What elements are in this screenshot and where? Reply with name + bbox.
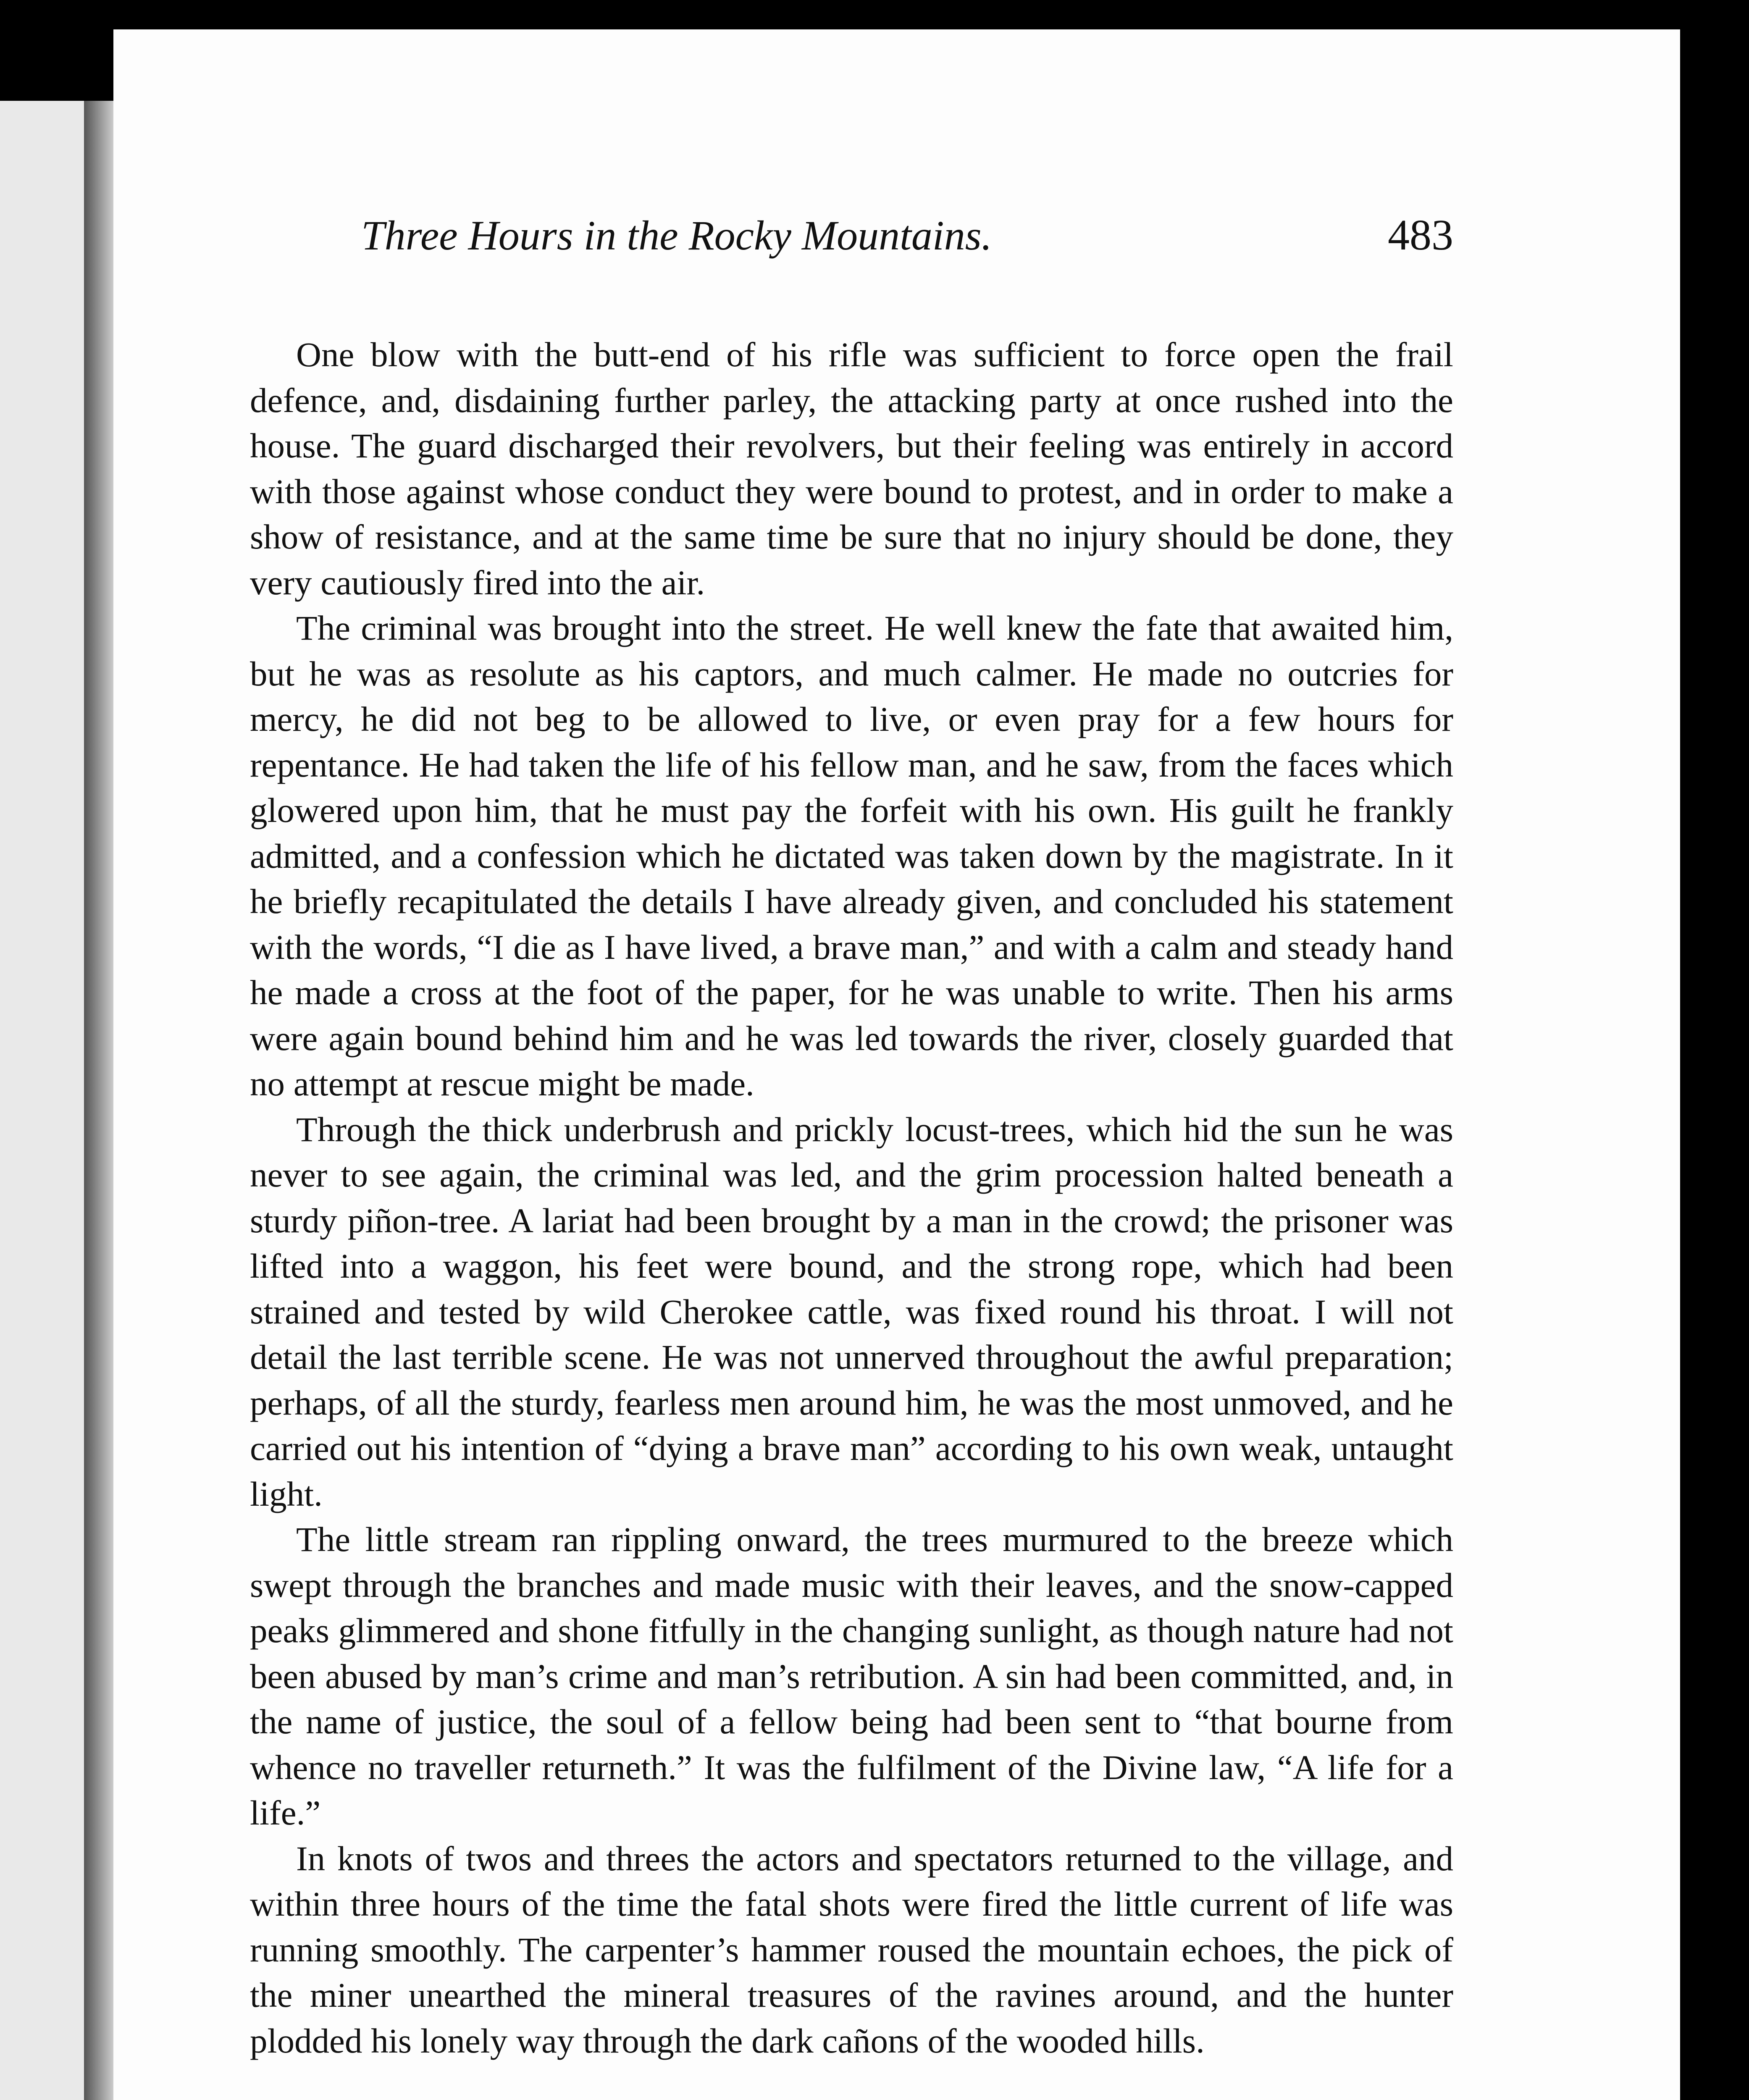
page-header	[361, 210, 1453, 294]
paragraph-4: The little stream ran rippling onward, the trees murmured to the breeze which swept through the branches and made music with their leaves, and the snow-capped peaks glimmered and shone fitfully in the changing sunlight, as though nature had not been abused by man’s crime and man’s retribution. A sin had been committed, and, in the name of justice, the soul of a fellow being had been sent to “that bourne from whence no traveller returneth.” It was the fulfilment of the Divine law, “A life for a life.”	[250, 1520, 1453, 1832]
paragraph-2: The criminal was brought into the street. He well knew the fate that awaited him, but he was as resolute as his captors, and much calmer. He made no outcries for mercy, he did not beg to be allowed to live, or even pray for a few hours for repentance. He had taken the life of his fellow man, and he saw, from the faces which glowered upon him, that he must pay the forfeit with his own. His guilt he frankly admitted, and a confession which he dictated was taken down by the magistrate. In it he briefly recapitulated the details I have already given, and concluded his statement with the words, “I die as I have lived, a brave man,” and with a calm and steady hand he made a cross at the foot of the paper, for he was unable to write. Then his arms were again bound behind him and he was led towards the river, closely guarded that no attempt at rescue might be made.	[250, 609, 1453, 1103]
page-number: 483	[1388, 211, 1453, 259]
paragraph-3: Through the thick underbrush and prickly locust-trees, which hid the sun he was never to see again, the criminal was led, and the grim procession halted beneath a sturdy piñon-tree. A lariat had been brought by a man in the crowd; the prisoner was lifted into a waggon, his feet were bound, and the strong rope, which had been strained and tested by wild Cherokee cattle, was fixed round his throat. I will not detail the last terrible scene. He was not unnerved throughout the awful preparation; perhaps, of all the sturdy, fearless men around him, he was the most unmoved, and he carried out his intention of “dying a brave man” according to his own weak, untaught light.	[250, 1110, 1453, 1513]
running-title: Three Hours in the Rocky Mountains.	[361, 212, 992, 259]
facing-page-edge	[0, 101, 84, 2100]
paragraph-5: In knots of twos and threes the actors and spectators returned to the village, and within three hours of the time the fatal shots were fired the little current of life was running smoothly. The carpenter’s hammer roused the mountain echoes, the pick of the miner unearthed the mineral treasures of the ravines around, and the hunter plodded his lonely way through the dark cañons of the wooded hills.	[250, 1839, 1453, 2060]
paragraph-1: One blow with the butt-end of his rifle was sufficient to force open the frail defence, and, disdaining further parley, the attacking party at once rushed into the house. The guard discharged their revolvers, but their feeling was entirely in accord with those against whose conduct they were bound to protest, and in order to make a show of resistance, and at the same time be sure that no injury should be done, they very cautiously fired into the air.	[250, 335, 1453, 602]
page-gutter-shadow	[84, 101, 118, 2100]
page-body	[250, 332, 1453, 2063]
